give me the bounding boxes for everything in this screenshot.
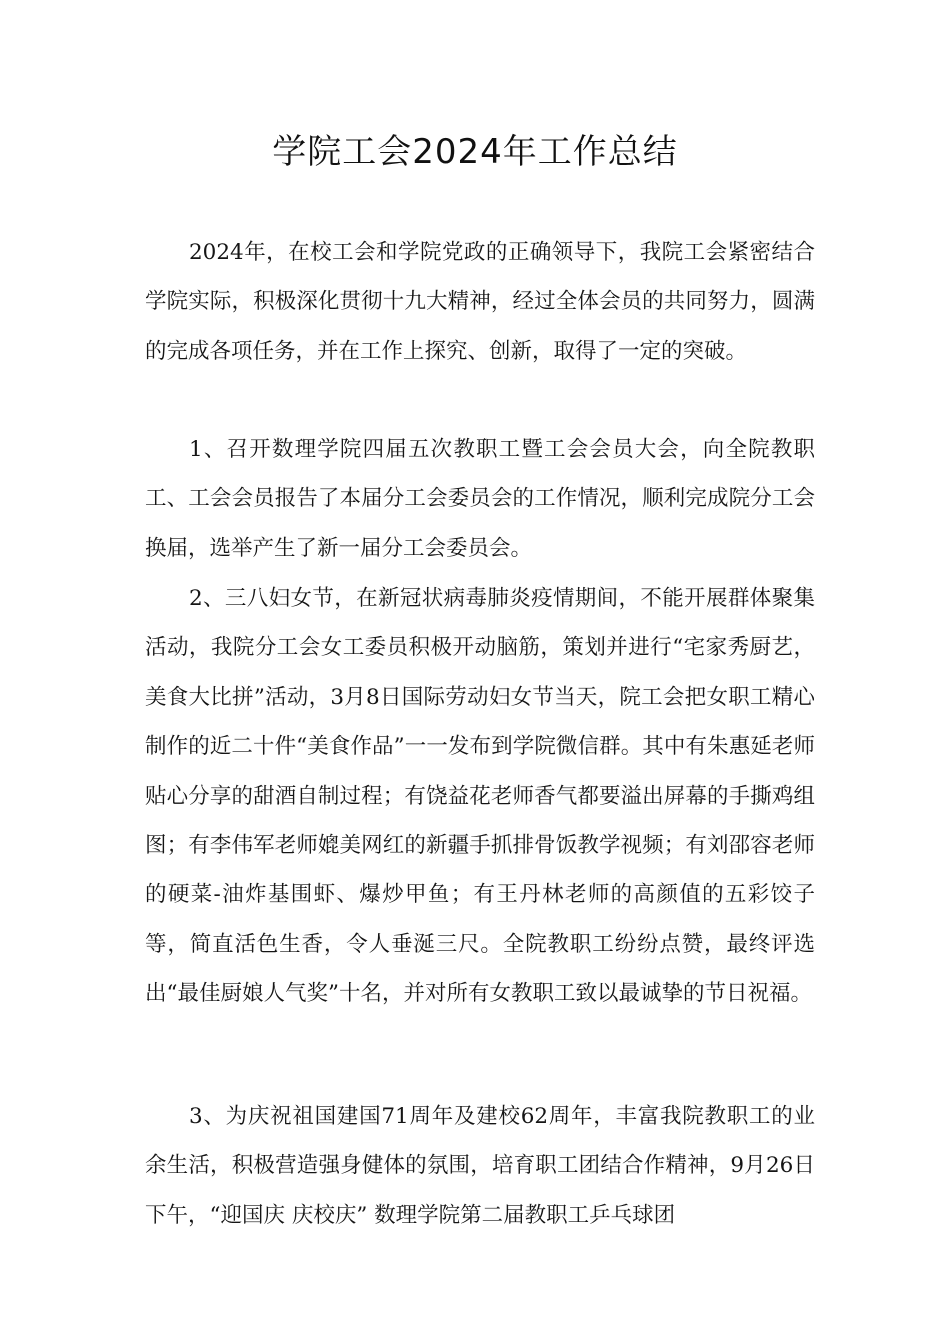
- item-1-paragraph: 1、召开数理学院四届五次教职工暨工会会员大会，向全院教职工、工会会员报告了本届分工会委员会的工作情况，顺利完成院分工会换届，选举产生了新一届分工会委员会。: [145, 437, 815, 561]
- item-2-paragraph: 2、三八妇女节，在新冠状病毒肺炎疫情期间，不能开展群体聚集活动，我院分工会女工委员积极开动脑筋，策划并进行“宅家秀厨艺，美食大比拼”活动，3月8日国际劳动妇女节当天，院工会把女职工精心制作的近二十件“美食作品”一一发布到学院微信群。其中有朱惠延老师贴心分享的甜酒自制过程；有饶益花老师香气都要溢出屏幕的手撕鸡组图；有李伟军老师媲美网红的新疆手抓排骨饭教学视频；有刘邵容老师的硬菜-油炸基围虾、爆炒甲鱼；有王丹林老师的高颜值的五彩饺子等，简直活色生香，令人垂涎三尺。全院教职工纷纷点赞，最终评选出“最佳厨娘人气奖”十名，并对所有女教职工致以最诚挚的节日祝福。: [145, 586, 815, 1007]
- item-3-paragraph: 3、为庆祝祖国建国71周年及建校62周年，丰富我院教职工的业余生活，积极营造强身健体的氛围，培育职工团结合作精神，9月26日下午，“迎国庆 庆校庆” 数理学院第二届教职工乒乓球团: [145, 1104, 815, 1228]
- document-title: 学院工会2024年工作总结: [272, 132, 678, 172]
- intro-paragraph: 2024年，在校工会和学院党政的正确领导下，我院工会紧密结合学院实际，积极深化贯彻十九大精神，经过全体会员的共同努力，圆满的完成各项任务，并在工作上探究、创新，取得了一定的突破。: [145, 240, 815, 364]
